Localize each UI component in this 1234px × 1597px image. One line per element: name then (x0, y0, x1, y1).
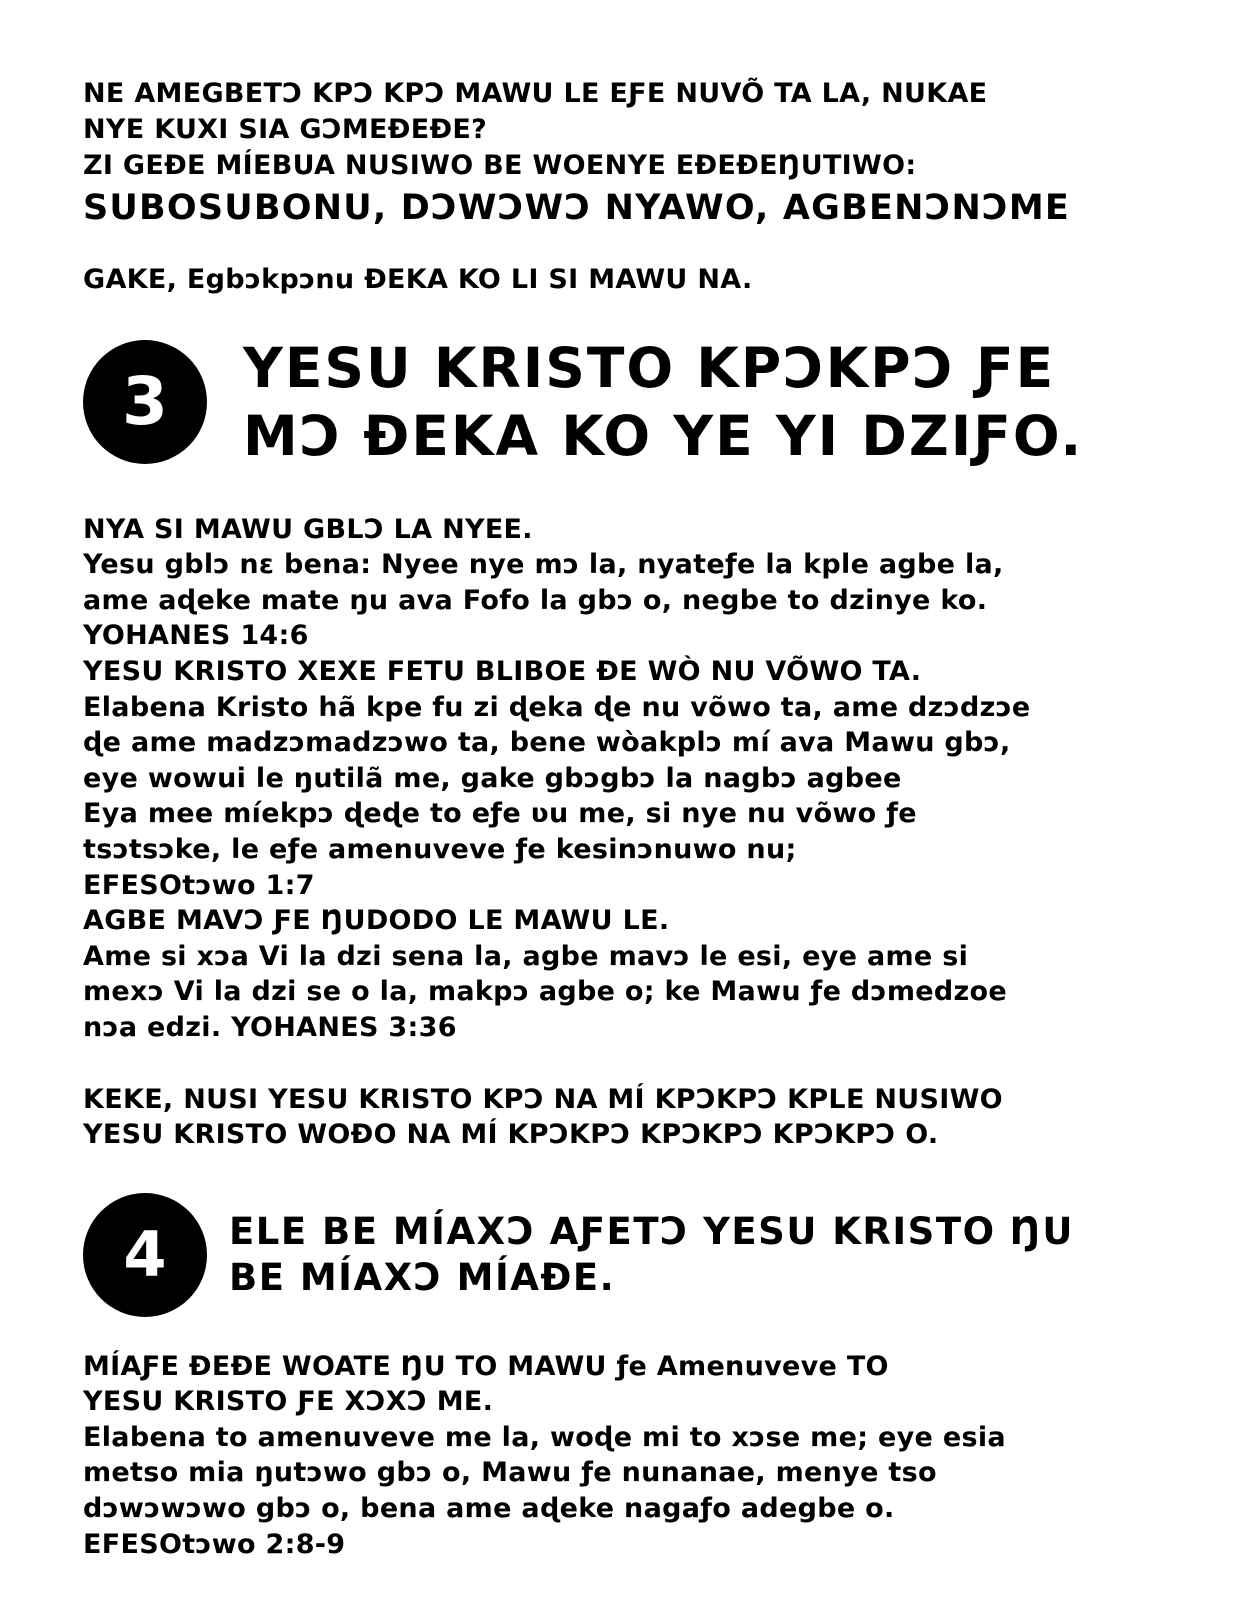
section-heading-line: YESU KRISTO KPƆKPƆ ƑE (243, 335, 1056, 400)
closing-line: KEKE, NUSI YESU KRISTO KPƆ NA MÍ KPƆKPƆ KPLE NUSIWO (83, 1083, 1003, 1115)
body-line: ame aɖeke mate ŋu ava Fofo la gbɔ o, negbe to dzinye ko. (83, 584, 988, 616)
intro-line: NE AMEGBETƆ KPƆ KPƆ MAWU LE EƑE NUVÕ TA LA, NUKAE (83, 78, 988, 109)
section-number: 4 (123, 1218, 167, 1292)
section-number: 3 (122, 363, 168, 441)
body-line: YESU KRISTO XEXE FETU BLIBOE ÐE WÒ NU VÕWO TA. (83, 655, 922, 687)
tract-page (83, 76, 1193, 1562)
intro-emphasis: SUBOSUBONU, DƆWƆWƆ NYAWO, AGBENƆNƆME (83, 188, 1070, 228)
scripture-reference: EFESOtɔwo 1:7 (83, 869, 315, 901)
section-4-header (83, 1193, 1193, 1317)
section-3-body (83, 512, 1193, 1046)
intro-but-line: GAKE, Egbɔkpɔnu ÐEKA KO LI SI MAWU NA. (83, 264, 753, 295)
intro-line: ZI GEÐE MÍEBUA NUSIWO BE WOENYE EÐEÐEŊUTIWO: (83, 150, 917, 181)
section-3-closing (83, 1082, 1193, 1153)
body-line: tsɔtsɔke, le eƒe amenuveve ƒe kesinɔnuwo nu; (83, 833, 797, 865)
section-heading-line: ELE BE MÍAXƆ AƑETƆ YESU KRISTO ŊU (229, 1209, 1074, 1253)
section-number-badge (83, 1193, 207, 1317)
body-line: Yesu gblɔ nɛ bena: Nyee nye mɔ la, nyateƒe la kple agbe la, (83, 549, 1004, 581)
body-line: Elabena to amenuveve me la, woɖe mi to xɔse me; eye esia (83, 1421, 1006, 1453)
body-line: MÍAƑE ÐEÐE WOATE ŊU TO MAWU ƒe Amenuveve TO (83, 1350, 889, 1382)
body-line: mexɔ Vi la dzi se o la, makpɔ agbe o; ke Mawu ƒe dɔmedzoe (83, 976, 1007, 1008)
body-line: YESU KRISTO ƑE XƆXƆ ME. (83, 1386, 494, 1418)
body-line: Eya mee míekpɔ ɖeɖe to eƒe ʋu me, si nye nu võwo ƒe (83, 798, 917, 830)
body-line: dɔwɔwɔwo gbɔ o, bena ame aɖeke nagaƒo adegbe o. (83, 1493, 895, 1525)
section-4-body (83, 1349, 1193, 1563)
scripture-reference: YOHANES 14:6 (83, 620, 309, 652)
body-line: nɔa edzi. YOHANES 3:36 (83, 1011, 457, 1043)
intro-block (83, 76, 1193, 232)
body-line: AGBE MAVƆ ƑE ŊUDODO LE MAWU LE. (83, 905, 670, 937)
section-4-heading (229, 1209, 1074, 1301)
body-line: metso mia ŋutɔwo gbɔ o, Mawu ƒe nunanae, menye tso (83, 1457, 937, 1489)
section-heading-line: BE MÍAXƆ MÍAÐE. (229, 1255, 616, 1299)
section-heading-line: MƆ ÐEKA KO YE YI DZIƑO. (243, 403, 1084, 468)
body-line: ɖe ame madzɔmadzɔwo ta, bene wòakplɔ mí ava Mawu gbɔ, (83, 727, 1011, 759)
section-number-badge (83, 340, 207, 464)
scripture-reference: EFESOtɔwo 2:8-9 (83, 1528, 346, 1560)
body-line: Ame si xɔa Vi la dzi sena la, agbe mavɔ le esi, eye ame si (83, 940, 969, 972)
body-line: NYA SI MAWU GBLƆ LA NYEE. (83, 513, 533, 545)
body-line: Elabena Kristo hã kpe fu zi ɖeka ɖe nu võwo ta, ame dzɔdzɔe (83, 691, 1031, 723)
body-line: eye wowui le ŋutilã me, gake gbɔgbɔ la nagbɔ agbee (83, 762, 902, 794)
closing-line: YESU KRISTO WOÐO NA MÍ KPƆKPƆ KPƆKPƆ KPƆKPƆ O. (83, 1119, 939, 1151)
section-3-header (83, 334, 1193, 470)
intro-line: NYE KUXI SIA GƆMEÐEÐE? (83, 114, 488, 145)
section-3-heading (243, 334, 1083, 470)
